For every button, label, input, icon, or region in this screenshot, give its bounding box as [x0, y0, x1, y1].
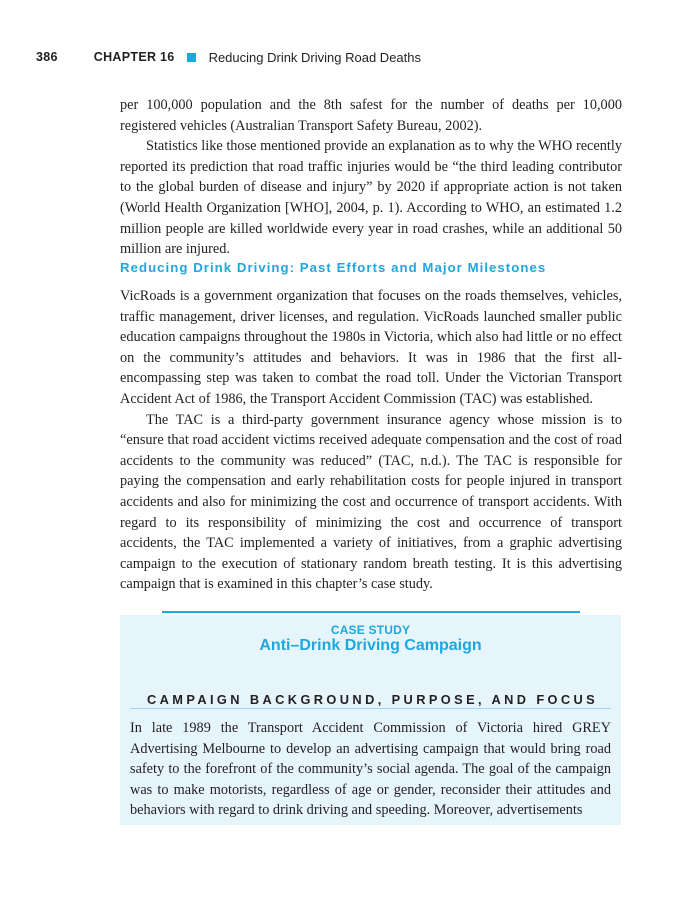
case-study-heading-rule	[130, 708, 611, 709]
section-heading: Reducing Drink Driving: Past Efforts and Major Milestones	[120, 260, 547, 275]
running-head	[36, 47, 656, 67]
square-bullet-icon	[187, 53, 196, 62]
section-text	[120, 286, 622, 595]
page-number: 386	[36, 50, 58, 64]
intro-paragraph-1: per 100,000 population and the 8th safest for the number of deaths per 10,000 registered vehicles (Australian Transport Safety Bureau, 2002).	[120, 97, 622, 134]
case-study-top-rule	[162, 611, 580, 613]
chapter-label: CHAPTER 16	[93, 50, 175, 64]
section-paragraph-2: The TAC is a third-party government insurance agency whose mission is to “ensure that road accident victims received adequate compensation and the cost of road accidents to the community was reduced” (TAC, n.d.). The TAC is responsible for paying the compensation and early rehabilitation costs for people injured in transport accidents and also for minimizing the cost and occurrence of transport accidents. With regard to its responsibility of minimizing the cost and occurrence of transport accidents, the TAC implemented a variety of initiatives, from a graphic advertising campaign to the execution of stationary random breath testing. It is this advertising campaign that is examined in this chapter’s case study.	[120, 411, 622, 593]
case-study-paragraph: In late 1989 the Transport Accident Commission of Victoria hired GREY Advertising Melbourne to develop an advertising campaign that would bring road safety to the forefront of the community’s social agenda. The goal of the campaign was to make motorists, regardless of age or gender, reconsider their attitudes and behaviors with regard to drink driving and speeding. Moreover, advertisements	[130, 720, 611, 819]
chapter-title: Reducing Drink Driving Road Deaths	[208, 49, 421, 65]
intro-paragraph-2: Statistics like those mentioned provide an explanation as to why the WHO recently reported its prediction that road traffic injuries would be “the third leading contributor to the global burden of disease and injury” by 2020 if appropriate action is not taken (World Health Organization [WHO], 2004, p. 1). According to WHO, an estimated 1.2 million people are killed worldwide every year in road crashes, while an additional 50 million are injured.	[120, 138, 622, 258]
case-study-box	[120, 615, 621, 825]
case-study-title: Anti–Drink Driving Campaign	[259, 637, 482, 654]
section-paragraph-1: VicRoads is a government organization that focuses on the roads themselves, vehicles, traffic management, driver licenses, and regulation. VicRoads launched smaller public education campaigns throughout the 1980s in Victoria, which also had little or no effect on the community’s attitudes and behaviors. It was in 1986 that the first all-encompassing step was taken to combat the road toll. Under the Victorian Transport Accident Act of 1986, the Transport Accident Commission (TAC) was established.	[120, 288, 622, 407]
case-study-label: CASE STUDY	[330, 623, 411, 637]
case-study-heading: CAMPAIGN BACKGROUND, PURPOSE, AND FOCUS	[147, 692, 599, 707]
intro-text	[120, 95, 622, 260]
